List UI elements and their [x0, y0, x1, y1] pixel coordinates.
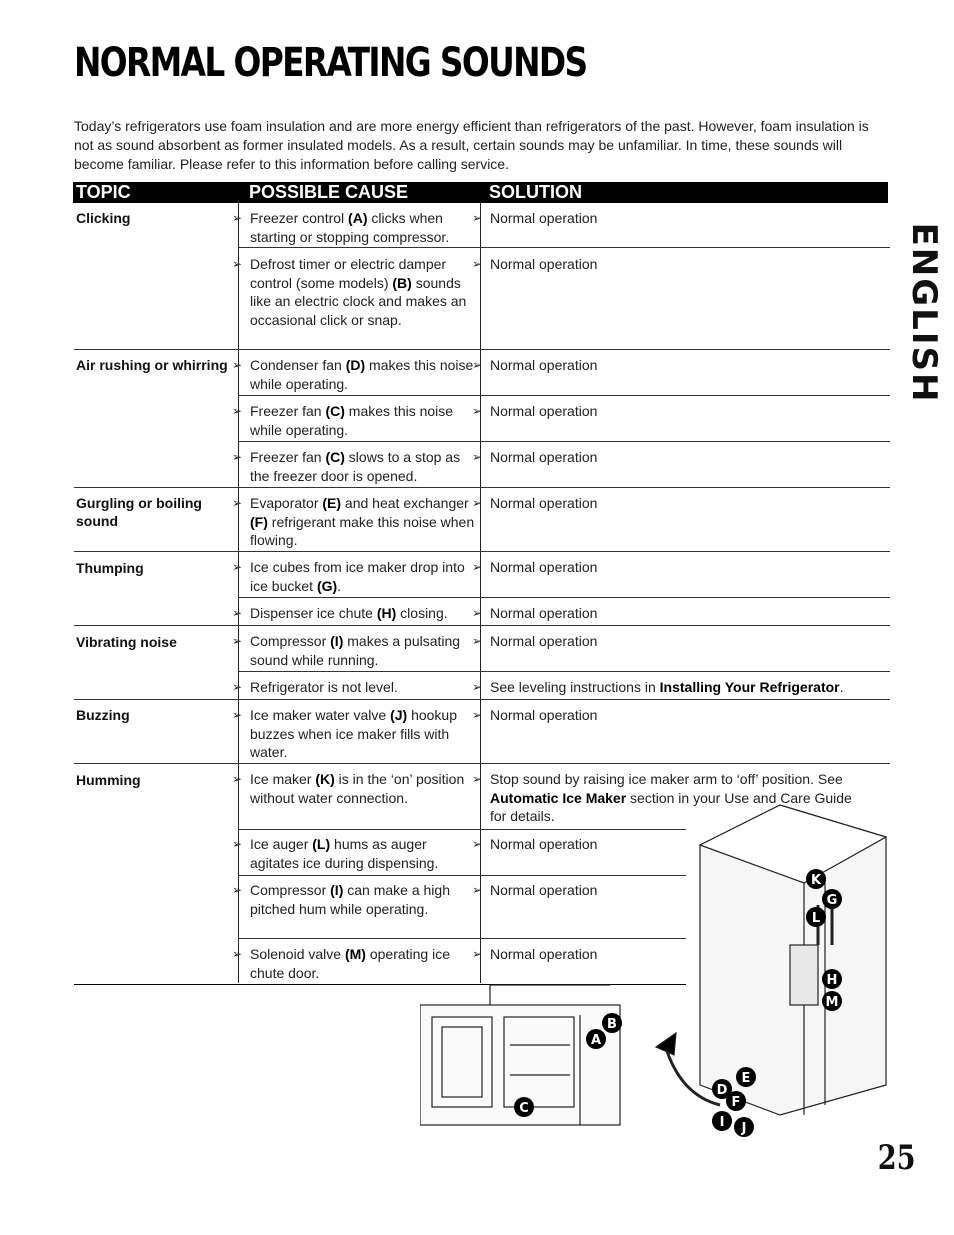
topic-vibrating: Vibrating noise [76, 634, 177, 650]
header-possible-cause: POSSIBLE CAUSE [249, 182, 409, 202]
svg-text:H: H [826, 973, 838, 988]
topic-clicking: Clicking [76, 210, 131, 226]
header-solution: SOLUTION [489, 182, 582, 202]
page-number: 25 [877, 1138, 916, 1178]
svg-text:M: M [825, 995, 839, 1010]
svg-text:K: K [810, 873, 822, 888]
refrigerator-illustration [420, 785, 900, 1145]
svg-text:C: C [519, 1101, 529, 1116]
svg-text:I: I [719, 1115, 725, 1130]
svg-text:D: D [716, 1083, 728, 1098]
svg-text:L: L [811, 911, 821, 926]
svg-text:F: F [731, 1095, 741, 1110]
svg-text:E: E [741, 1071, 751, 1086]
svg-text:G: G [826, 893, 838, 908]
page-title: NORMAL OPERATING SOUNDS [74, 40, 587, 86]
topic-thumping: Thumping [76, 560, 144, 576]
language-side-tab: ENGLISH [904, 222, 944, 404]
svg-text:A: A [590, 1033, 602, 1048]
topic-air-rushing: Air rushing or whirring [76, 357, 228, 373]
topic-buzzing: Buzzing [76, 707, 130, 723]
svg-text:J: J [741, 1121, 747, 1136]
table-header [73, 182, 888, 203]
topic-gurgling: Gurgling or boiling sound [76, 495, 202, 529]
topic-humming: Humming [76, 772, 141, 788]
intro-paragraph: Today’s refrigerators use foam insulation and are more energy efficient than refrigerators of the past. However, foam insulation is not as sound absorbent as former insulated models. As a result, certain sounds may be unfamiliar. In time, these sounds will become familiar. Please refer to this information before calling service. [74, 118, 869, 172]
column-divider [238, 203, 239, 983]
header-topic: TOPIC [76, 182, 131, 202]
svg-text:B: B [607, 1017, 617, 1032]
